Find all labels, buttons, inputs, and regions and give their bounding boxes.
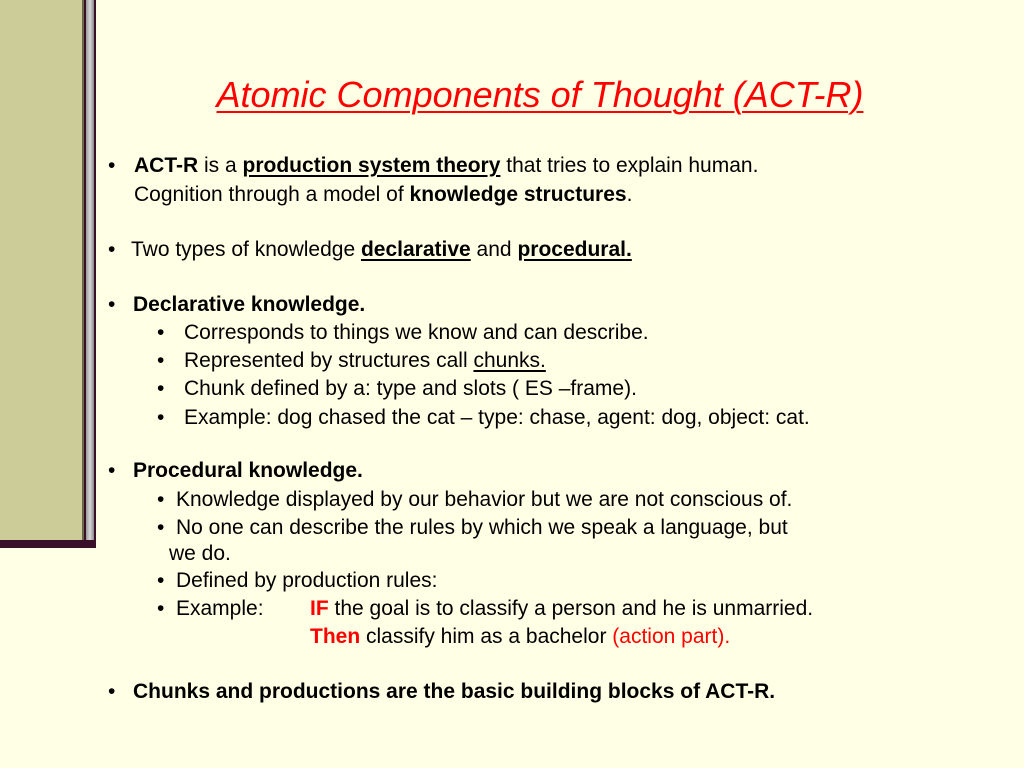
summary-text: Chunks and productions are the basic building blocks of ACT-R. — [133, 680, 776, 703]
if-keyword: IF — [310, 597, 329, 620]
bullet-3-sub-4-dot: • — [157, 406, 165, 429]
declarative-heading: Declarative knowledge. — [133, 293, 366, 316]
procedural-term: procedural. — [517, 238, 632, 261]
bullet-4-sub-2-cont: we do. — [169, 542, 231, 565]
bullet-4-sub-4-label: Example: — [176, 597, 264, 620]
production-system-theory: production system theory — [242, 154, 501, 177]
bullet-4-sub-1-dot: • — [157, 488, 165, 511]
bullet-3-sub-2 — [184, 347, 546, 375]
text: Cognition through a model of — [134, 183, 410, 206]
bullet-3-sub-2-dot: • — [157, 349, 165, 372]
bullet-3-sub-3-dot: • — [157, 377, 165, 400]
action-part: (action part). — [612, 625, 731, 648]
bullet-3-sub-1: Corresponds to things we know and can describe. — [184, 321, 649, 344]
bullet-4-dot: • — [108, 459, 116, 482]
bullet-4-sub-3: Defined by production rules: — [176, 569, 438, 592]
side-bar-stripe — [86, 0, 94, 540]
bullet-4-sub-4-then — [310, 623, 730, 651]
text: Two types of knowledge — [131, 238, 361, 261]
bullet-4-heading — [133, 457, 363, 485]
act-r-term: ACT-R — [134, 154, 199, 177]
bullet-1-line-1 — [134, 152, 758, 180]
text: is a — [198, 154, 243, 177]
bullet-5-line — [133, 678, 775, 706]
bullet-3-sub-1-dot: • — [157, 321, 165, 344]
bullet-3-sub-3: Chunk defined by a: type and slots ( ES –frame). — [184, 377, 637, 400]
then-keyword: Then — [310, 625, 361, 648]
text: that tries to explain human. — [500, 154, 759, 177]
bullet-1-line-2 — [134, 181, 632, 209]
chunks-term: chunks. — [473, 349, 546, 372]
bullet-4-sub-1: Knowledge displayed by our behavior but we are not conscious of. — [176, 488, 793, 511]
bullet-2-dot: • — [108, 238, 116, 261]
bullet-5-dot: • — [108, 680, 116, 703]
slide-title: Atomic Components of Thought (ACT-R) — [216, 74, 864, 115]
bullet-4-sub-2-dot: • — [157, 516, 165, 539]
bullet-4-sub-3-dot: • — [157, 569, 165, 592]
text: . — [626, 183, 633, 206]
text: Represented by structures call — [184, 349, 474, 372]
bullet-4-sub-4-if — [310, 595, 813, 623]
knowledge-structures: knowledge structures — [409, 183, 627, 206]
bullet-3-sub-4: Example: dog chased the cat – type: chase, agent: dog, object: cat. — [184, 406, 810, 429]
bullet-1-dot: • — [108, 154, 116, 177]
declarative-term: declarative — [360, 238, 471, 261]
text: classify him as a bachelor — [360, 625, 613, 648]
text: and — [470, 238, 518, 261]
side-bar — [0, 0, 84, 540]
bullet-3-heading — [133, 291, 365, 319]
bullet-3-dot: • — [108, 293, 116, 316]
text: the goal is to classify a person and he is unmarried. — [328, 597, 814, 620]
bullet-2-line — [131, 236, 632, 264]
bullet-4-sub-2: No one can describe the rules by which we speak a language, but — [176, 516, 788, 539]
bullet-4-sub-4-dot: • — [157, 597, 165, 620]
procedural-heading: Procedural knowledge. — [133, 459, 363, 482]
